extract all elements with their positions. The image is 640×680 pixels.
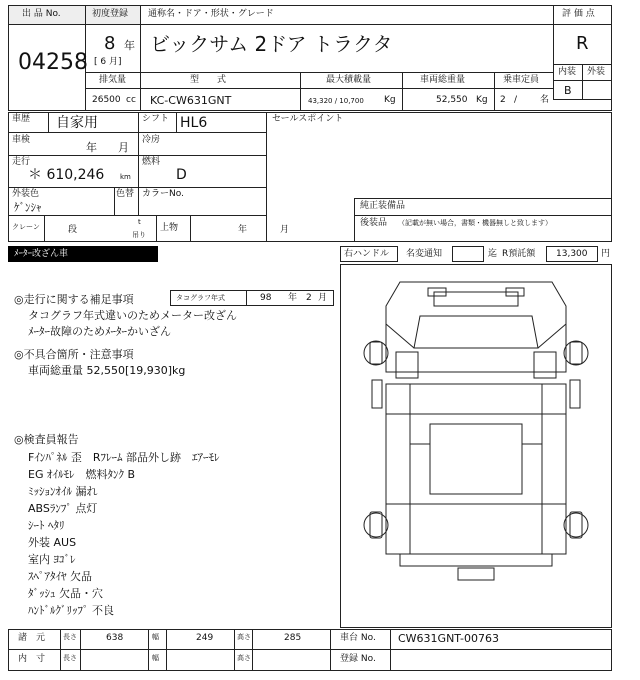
fuel-value: D <box>176 167 187 183</box>
frame-outline <box>386 384 566 554</box>
color-value: ｹﾞﾝｼｬ <box>14 201 42 214</box>
gross-weight-unit: Kg <box>476 95 488 105</box>
height-label: 高さ <box>237 633 251 641</box>
color-no-div <box>138 187 139 215</box>
footer-div-6 <box>252 629 253 671</box>
equip-mid-line <box>354 215 612 216</box>
tacho-year: 98 <box>260 293 272 303</box>
rear-wheel-left <box>370 512 382 538</box>
vehicle-name: ビックサム 2ドア トラクタ <box>150 32 393 56</box>
tacho-month-unit: 月 <box>318 293 328 303</box>
windshield <box>414 316 538 348</box>
mileage-label: 走行 <box>12 157 31 167</box>
interior-dims-label: 内 寸 <box>18 654 46 664</box>
report-line: ｼｰﾄ ﾍﾀﾘ <box>28 519 65 532</box>
capacity-value: 2 <box>500 95 506 105</box>
footer-div-5 <box>234 629 235 671</box>
door-right <box>534 352 556 378</box>
history-value: 自家用 <box>56 115 98 131</box>
grade-label: 評 価 点 <box>562 9 595 19</box>
crane-hook: 吊り <box>132 231 146 239</box>
upper-label-div <box>190 215 191 242</box>
history-label: 車歴 <box>12 114 31 124</box>
deposit-prefix: 迄 <box>488 249 498 259</box>
crane-t: t <box>138 218 141 226</box>
driving-title: ◎走行に関する補足事項 <box>14 293 134 306</box>
first-reg-divider <box>140 24 141 72</box>
right-handle: 右ハンドル <box>344 249 390 259</box>
door-left <box>396 352 418 378</box>
deposit-unit: 円 <box>601 249 611 259</box>
lot-number: 04258 <box>18 50 88 75</box>
driving-line-1: タコグラフ年式違いのためメーター改ざん <box>28 309 237 322</box>
meter-tamper-text: ﾒｰﾀｰ改ざん車 <box>14 249 69 259</box>
max-load-label: 最大積載量 <box>326 75 372 85</box>
chassis-value: CW631GNT-00763 <box>398 632 499 645</box>
report-line: ABSﾗﾝﾌﾟ 点灯 <box>28 502 98 515</box>
crane-label-div <box>44 215 45 242</box>
inspection-year-unit: 年 <box>86 141 97 154</box>
capacity-slash: / <box>514 95 518 105</box>
report-line: ﾀﾞｯｼｭ 欠品・穴 <box>28 587 103 600</box>
color-change-label: 色替 <box>116 189 135 199</box>
shift-value: HL6 <box>180 115 208 131</box>
shift-div <box>138 112 139 187</box>
interior-label: 内装 <box>558 67 577 77</box>
front-wheel-left <box>370 342 382 364</box>
footer-div-4 <box>166 629 167 671</box>
height-value: 285 <box>284 633 302 643</box>
overall-grade: R <box>576 33 589 54</box>
crane-label: クレーン <box>12 223 40 231</box>
footer-div-1 <box>60 629 61 671</box>
front-wheel-right <box>570 342 582 364</box>
name-change-box <box>452 246 484 262</box>
upper-month: 月 <box>280 225 290 235</box>
inspection-label: 車検 <box>12 135 31 145</box>
width-label-2: 幅 <box>152 654 159 662</box>
report-line: 室内 ﾖｺﾞﾚ <box>28 553 76 566</box>
driving-line-2: ﾒｰﾀｰ故障のためﾒｰﾀｰかいざん <box>28 325 171 338</box>
displacement-label: 排気量 <box>99 75 127 85</box>
deposit-amount: 13,300 <box>556 249 588 259</box>
inspector-report-list <box>28 449 328 619</box>
equip-left-div <box>354 198 355 242</box>
reg-label: 登録 No. <box>340 654 376 664</box>
roof <box>434 292 518 306</box>
footer-mid-line <box>8 649 612 650</box>
specs-div-2 <box>300 72 301 111</box>
max-load-value: 43,320 / 10,700 <box>308 97 364 105</box>
inspector-title: ◎検査員報告 <box>14 433 79 446</box>
mileage-unit: km <box>120 173 131 181</box>
color-change-div <box>114 187 115 215</box>
length-label-2: 長さ <box>63 654 77 662</box>
history-label-div <box>48 112 49 132</box>
tacho-year-unit: 年 <box>288 293 298 303</box>
footer-div-8 <box>390 629 391 671</box>
details-row-line-2 <box>8 155 266 156</box>
rear-wheel-right <box>570 512 582 538</box>
sales-point-label: セールスポイント <box>272 114 344 124</box>
specs-mid-line <box>85 88 554 89</box>
specs-div-4 <box>494 72 495 111</box>
defect-title: ◎不具合箇所・注意事項 <box>14 348 134 361</box>
fuel-label: 燃料 <box>142 157 161 167</box>
specs-div-1 <box>140 72 141 111</box>
upper-label: 上物 <box>160 223 179 233</box>
wheel-circle-rr <box>564 513 588 537</box>
exterior-label: 外装 <box>587 67 606 77</box>
length-value: 638 <box>106 633 124 643</box>
displacement-value: 26500 <box>92 95 121 105</box>
width-value: 249 <box>196 633 214 643</box>
rear-plate <box>458 568 494 580</box>
rear-bumper <box>400 554 552 566</box>
mileage-value: ＊ 610,246 <box>28 167 105 183</box>
first-reg-year-unit: 年 <box>124 39 135 52</box>
height-label-2: 高さ <box>237 654 251 662</box>
genuine-equipment-label: 純正装備品 <box>360 201 406 211</box>
tacho-div <box>246 290 247 306</box>
footer-div-3 <box>148 629 149 671</box>
shift-label-div <box>176 112 177 132</box>
color-no-label: カラーNo. <box>142 189 184 199</box>
side-box-right <box>570 380 580 408</box>
deposit-label: R預託額 <box>502 249 536 259</box>
specs-div-3 <box>402 72 403 111</box>
aftermarket-label: 後装品 <box>360 218 388 228</box>
color-label: 外装色 <box>12 189 40 199</box>
defect-line-1: 車両総重量 52,550[19,930]kg <box>28 364 186 377</box>
report-line: EG ｵｲﾙﾓﾚ 燃料ﾀﾝｸ B <box>28 468 136 481</box>
shift-label: シフト <box>142 114 170 124</box>
first-reg-month: [ 6 月] <box>94 57 122 67</box>
first-reg-label: 初度登録 <box>92 9 129 19</box>
first-reg-year: 8 <box>104 33 116 54</box>
side-box-left <box>372 380 382 408</box>
model-value: KC-CW631GNT <box>150 94 232 107</box>
capacity-label: 乗車定員 <box>503 75 540 85</box>
wheel-circle-rl <box>364 513 388 537</box>
upper-div <box>156 215 157 242</box>
footer-frame <box>8 629 612 671</box>
crane-stage: 段 <box>68 225 78 235</box>
report-line: ﾊﾝﾄﾞﾙｸﾞﾘｯﾌﾟ 不良 <box>28 604 114 617</box>
details-row-line-4 <box>8 215 266 216</box>
width-label: 幅 <box>152 633 159 641</box>
cab-outline <box>386 282 566 372</box>
model-label: 型 式 <box>190 75 227 85</box>
interior-grade: B <box>564 84 572 97</box>
fifth-wheel <box>430 424 522 494</box>
chassis-label: 車台 No. <box>340 633 376 643</box>
report-line: ｽﾍﾟｱﾀｲﾔ 欠品 <box>28 570 92 583</box>
wheel-circle-fl <box>364 341 388 365</box>
truck-diagram <box>340 264 612 628</box>
gross-weight-label: 車両総重量 <box>420 75 466 85</box>
capacity-unit: 名 <box>540 95 550 105</box>
equip-top-line <box>354 198 612 199</box>
details-col-div <box>266 112 267 242</box>
footer-div-2 <box>80 629 81 671</box>
max-load-unit: Kg <box>384 95 396 105</box>
upper-year: 年 <box>238 225 248 235</box>
gross-weight-value: 52,550 <box>436 95 468 105</box>
report-line: Fｲﾝﾊﾟﾈﾙ 歪 Rﾌﾚｰﾑ 部品外し跡 ｴｱｰﾓﾚ <box>28 451 220 464</box>
specs-top-line <box>85 72 554 73</box>
inspection-month-unit: 月 <box>118 141 129 154</box>
displacement-unit: cc <box>126 95 136 105</box>
report-line: ﾐｯｼｮﾝｵｲﾙ 漏れ <box>28 485 98 498</box>
lot-label: 出 品 No. <box>22 9 61 19</box>
name-change-label: 名変通知 <box>406 249 443 259</box>
aftermarket-note: （記載が無い場合，書類・機器無しと致します） <box>398 219 552 227</box>
footer-div-7 <box>330 629 331 671</box>
length-label: 長さ <box>63 633 77 641</box>
wheel-circle-fr <box>564 341 588 365</box>
tacho-label: タコグラフ年式 <box>176 294 225 302</box>
aircon-label: 冷房 <box>142 135 161 145</box>
report-line: 外装 AUS <box>28 536 77 549</box>
details-row-line-1 <box>8 132 266 133</box>
tacho-month: 2 <box>306 293 312 303</box>
dims-label: 諸 元 <box>18 633 46 643</box>
name-label: 通称名・ドア・形状・グレード <box>148 9 274 19</box>
details-row-line-3 <box>8 187 266 188</box>
exterior-grade-cell <box>582 80 612 100</box>
